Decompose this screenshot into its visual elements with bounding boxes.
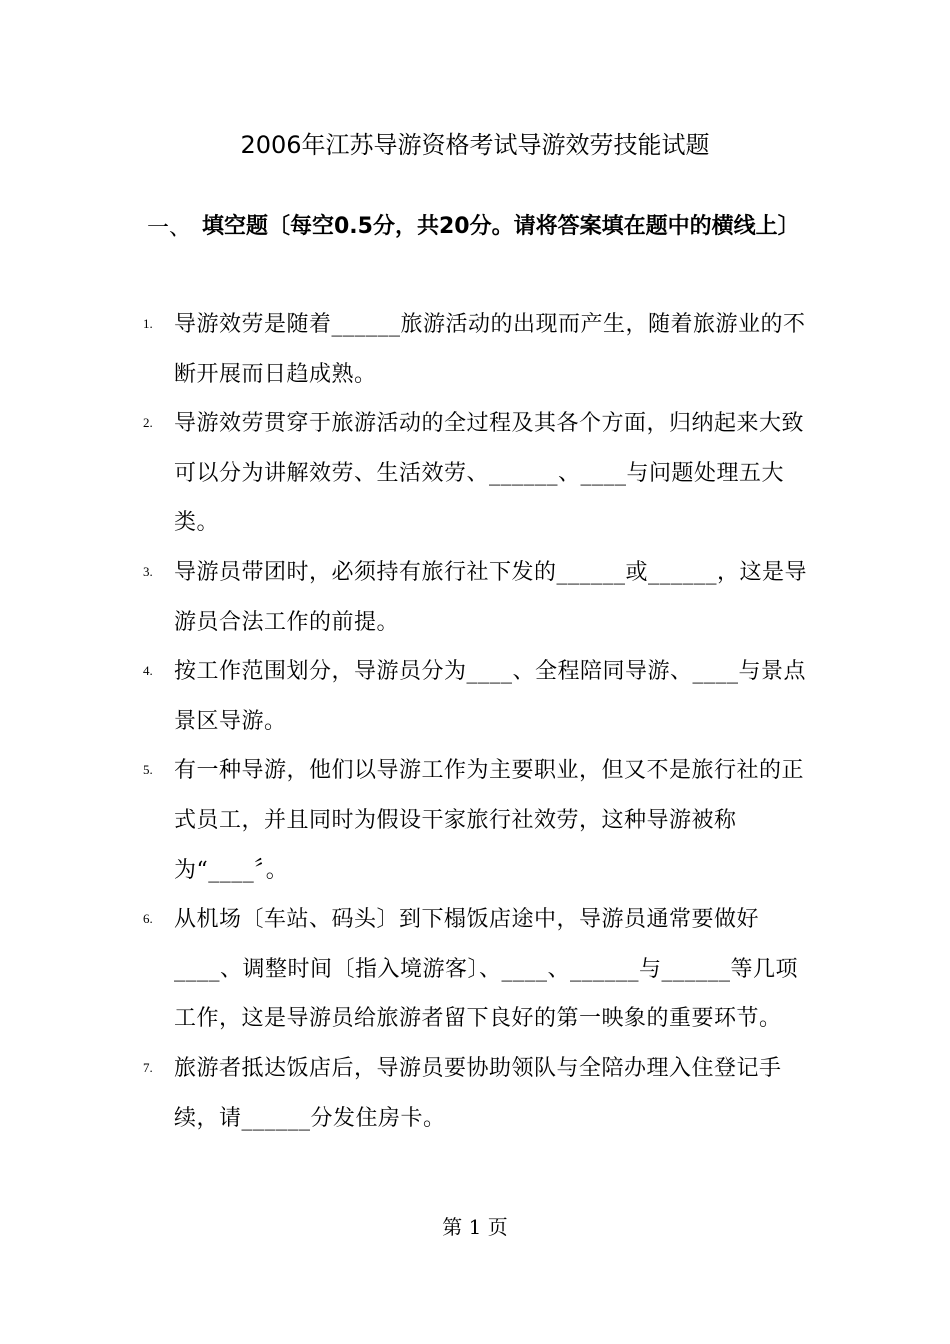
question-item [143,1044,823,1143]
section-heading: 填空题〔每空0.5分，共20分。请将答案填在题中的横线上〕 [202,214,800,239]
question-item [143,300,823,399]
question-item [143,548,823,647]
question-text: 按工作范围划分，导游员分为____、全程陪同导游、____与景点景区导游。 [174,659,807,734]
question-number: 6. [143,911,153,927]
question-number: 7. [143,1059,153,1075]
question-number: 1. [143,316,153,331]
question-list [143,300,823,1143]
question-text: 有一种导游，他们以导游工作为主要职业，但又不是旅行社的正式员工，并且同时为假设干家旅行社效劳，这种导游被称为“____〞。 [174,758,805,883]
question-number: 3. [143,563,153,579]
question-text: 旅游者抵达饭店后，导游员要协助领队与全陪办理入住登记手续，请______分发住房卡。 [174,1055,782,1131]
section-number: 一、 [147,216,192,241]
question-number: 4. [143,663,153,679]
document-title: 2006年江苏导游资格考试导游效劳技能试题 [240,131,710,159]
question-item [143,647,823,746]
question-text: 导游效劳是随着______旅游活动的出现而产生，随着旅游业的不断开展而日趋成熟。 [174,312,806,387]
question-item [143,895,823,1044]
question-item [143,399,823,548]
question-text: 导游效劳贯穿于旅游活动的全过程及其各个方面，归纳起来大致可以分为讲解效劳、生活效劳、______、____与问题处理五大类。 [174,411,805,536]
question-text: 导游员带团时，必须持有旅行社下发的______或______，这是导游员合法工作的前提。 [174,559,808,635]
question-number: 2. [143,415,153,431]
question-text: 从机场〔车站、码头〕到下榻饭店途中，导游员通常要做好____、调整时间〔指入境游客〕、____、______与______等几项工作，这是导游员给旅游者留下良好的第一映象的重要环节。 [174,907,799,1032]
question-number: 5. [143,762,153,778]
question-item [143,746,823,895]
page-footer: 第 1 页 [442,1215,508,1239]
